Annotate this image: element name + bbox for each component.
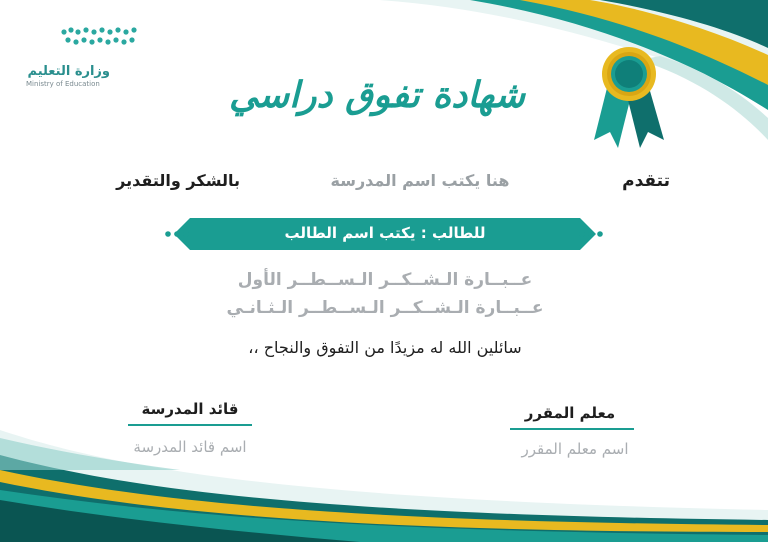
presents-label: تتقدم xyxy=(622,171,670,191)
ministry-logo-icon xyxy=(58,24,142,56)
dots-icon xyxy=(164,230,190,238)
ministry-name-en: Ministry of Education xyxy=(26,80,100,88)
certificate-title: شهادة تفوق دراسي xyxy=(228,74,525,116)
teacher-underline xyxy=(510,428,634,430)
award-ribbon-icon xyxy=(586,44,672,154)
dots-icon xyxy=(578,230,604,238)
student-name-placeholder: للطالب : يكتب اسم الطالب xyxy=(284,224,486,242)
leader-name-placeholder: اسم قائد المدرسة xyxy=(133,438,247,456)
wish-text: سائلين الله له مزيدًا من التفوق والنجاح ،، xyxy=(248,338,522,357)
thanks-line-2: عــبــارة الـشــكــر الـســطــر الـثـانـي xyxy=(226,298,544,318)
ministry-name-ar: وزارة التعليم xyxy=(27,64,110,79)
school-name-placeholder: هنا يكتب اسم المدرسة xyxy=(330,171,510,190)
thanks-line-1: عــبــارة الـشــكــر الـســطــر الأول xyxy=(237,270,533,290)
thanks-label: بالشكر والتقدير xyxy=(116,171,240,190)
teacher-name-placeholder: اسم معلم المقرر xyxy=(521,440,629,458)
teacher-title: معلم المقرر xyxy=(524,404,616,422)
leader-underline xyxy=(128,424,252,426)
leader-title: قائد المدرسة xyxy=(141,400,239,418)
